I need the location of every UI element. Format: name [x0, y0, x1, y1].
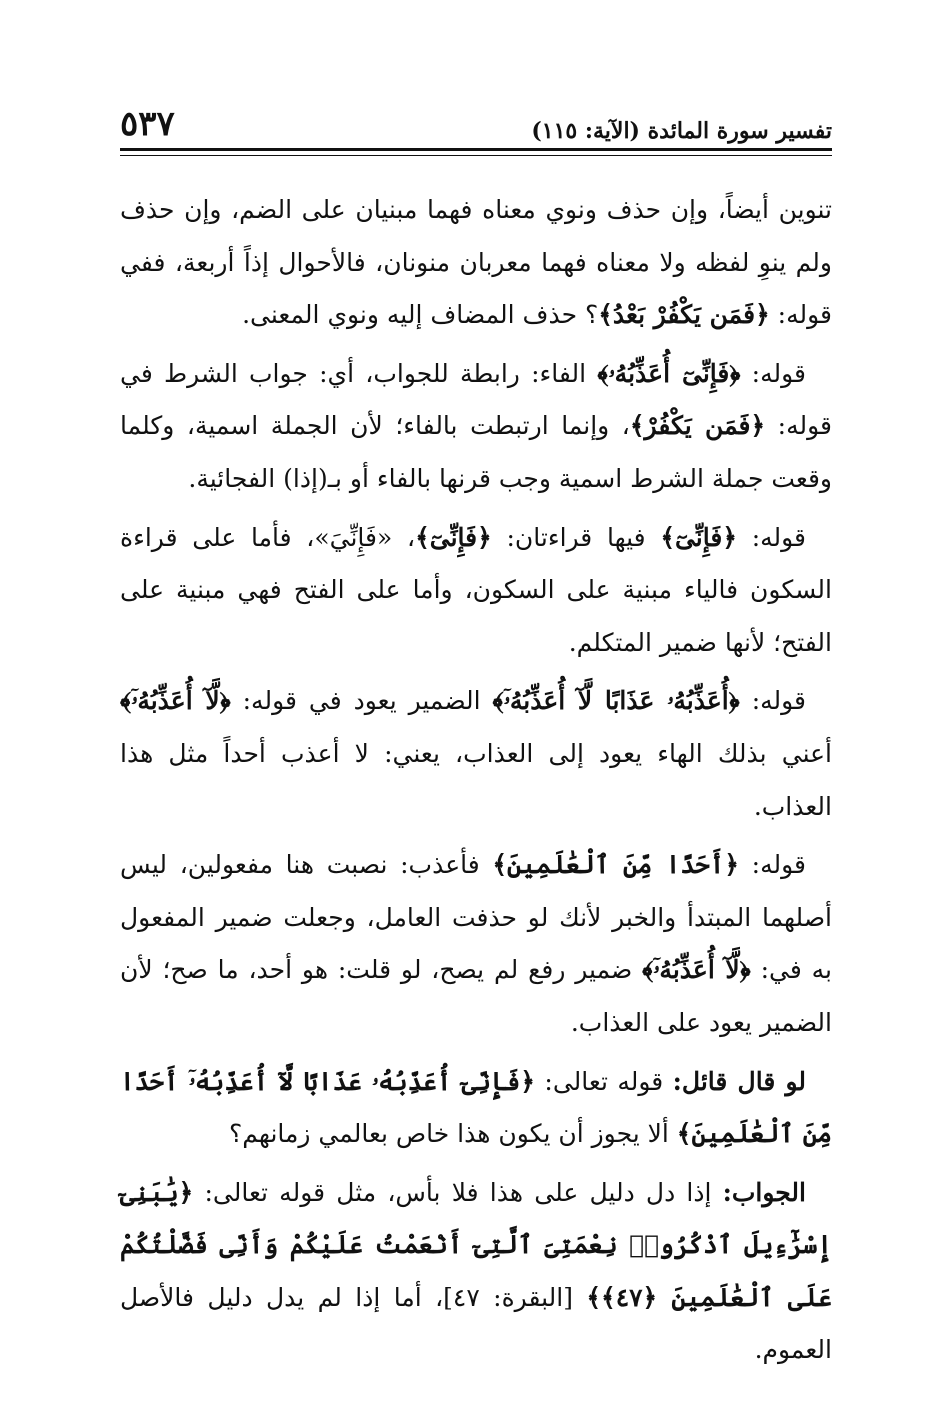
quran-quote: ﴿يَٰبَنِىٓ إِسْرَٰٓءِيلَ ٱذْكُرُوا۟ نِعْمَتِىَ ٱلَّتِىٓ أَنْعَمْتُ عَلَيْكُمْ وَأَنِّى فَضَّلْتُكُمْ عَلَى ٱلْعَٰلَمِينَ ﴿٤٧﴾﴾	[120, 1177, 832, 1312]
quran-quote: ﴿فَمَن يَكْفُرْ﴾	[629, 411, 766, 441]
text-run: الضمير يعود في قوله:	[230, 686, 493, 716]
quran-quote: ﴿فَإِنِّىٓ أُعَذِّبُهُۥ﴾	[597, 358, 741, 388]
text-run: قوله:	[740, 358, 806, 388]
quran-quote: ﴿فَإِنِّىٓ﴾	[660, 522, 737, 552]
paragraph-3	[120, 512, 832, 670]
text-run: [البقرة: ٤٧]، أما إذا لم يدل دليل فالأصل العموم.	[120, 1282, 832, 1365]
text-run: أعني بذلك الهاء يعود إلى العذاب، يعني: لا أعذب أحداً مثل هذا العذاب.	[120, 738, 832, 821]
quran-quote: ﴿لَّآ أُعَذِّبُهُۥٓ﴾	[120, 686, 231, 716]
running-head	[120, 100, 832, 150]
paragraph-2	[120, 348, 832, 506]
text-run: فيها قراءتان:	[491, 522, 661, 552]
text-run: قوله تعالى:	[534, 1066, 673, 1096]
lead-in: لو قال قائل:	[672, 1066, 806, 1096]
text-run: إذا دل دليل على هذا فلا بأس، مثل قوله تعالى:	[193, 1177, 723, 1207]
text-run: قوله:	[739, 850, 806, 880]
header-rule-thin	[120, 155, 832, 156]
quran-quote: ﴿أَحَدًا مِّنَ ٱلْعَٰلَمِينَ﴾	[492, 850, 739, 880]
text-run: ألا يجوز أن يكون هذا خاص بعالمي زمانهم؟	[229, 1119, 677, 1149]
text-run: ضمير رفع لم يصح، لو قلت: هو أحد، ما صح؛ لأن الضمير يعود على العذاب.	[120, 955, 832, 1037]
paragraph-5	[120, 839, 832, 1049]
running-title: تفسير سورة المائدة (الآية: ١١٥)	[531, 118, 832, 144]
text-run: قوله:	[739, 686, 807, 716]
page-number: ٥٣٧	[120, 104, 175, 144]
quran-quote: ﴿فَإِنِّىٓ﴾	[415, 522, 492, 552]
paragraph-4	[120, 675, 832, 833]
quran-quote: ﴿فَإِنِّىٓ أُعَذِّبُهُۥ عَذَابًا لَّآ أُعَذِّبُهُۥٓ أَحَدًا مِّنَ ٱلْعَٰلَمِينَ﴾	[120, 1066, 832, 1149]
paragraph-6	[120, 1056, 832, 1161]
text-run: ، «فَإِنِّيَ»، فأما على قراءة السكون فالياء مبنية على السكون، وأما على الفتح فهي مبنية على الفتح؛ لأنها ضمير المتكلم.	[120, 522, 832, 657]
text-run: تنوين أيضاً، وإن حذف ونوي معناه فهما مبنيان على الضم، وإن حذف ولم ينوِ لفظه ولا معناه فهما معربان منونان، فالأحوال إذاً أربعة، ففي قوله:	[120, 195, 832, 330]
text-run: ، وإنما ارتبطت بالفاء؛ لأن الجملة اسمية، وكلما وقعت جملة الشرط اسمية وجب قرنها بالفاء أو بـ(إذا) الفجائية.	[120, 411, 832, 493]
body-text	[120, 184, 832, 1383]
text-run: فأعذب: نصبت هنا مفعولين، ليس أصلهما المبتدأ والخبر لأنك لو حذفت العامل، وجعلت ضمير المفعول به في:	[120, 850, 832, 985]
quran-quote: ﴿لَّآ أُعَذِّبُهُۥٓ﴾	[642, 955, 751, 985]
paragraph-1	[120, 184, 832, 342]
book-page	[120, 100, 832, 1365]
text-run: قوله:	[736, 522, 806, 552]
text-run: الفاء: رابطة للجواب، أي: جواب الشرط في قوله:	[120, 358, 832, 441]
paragraph-7	[120, 1167, 832, 1377]
quran-quote: ﴿أُعَذِّبُهُۥ عَذَابًا لَّآ أُعَذِّبُهُۥٓ﴾	[492, 686, 740, 716]
quran-quote: ﴿فَمَن يَكْفُرْ بَعْدُ﴾	[598, 300, 770, 330]
lead-in: الجواب:	[722, 1177, 806, 1207]
header-rule-thick	[120, 148, 832, 151]
text-run: ؟ حذف المضاف إليه ونوي المعنى.	[242, 300, 599, 330]
